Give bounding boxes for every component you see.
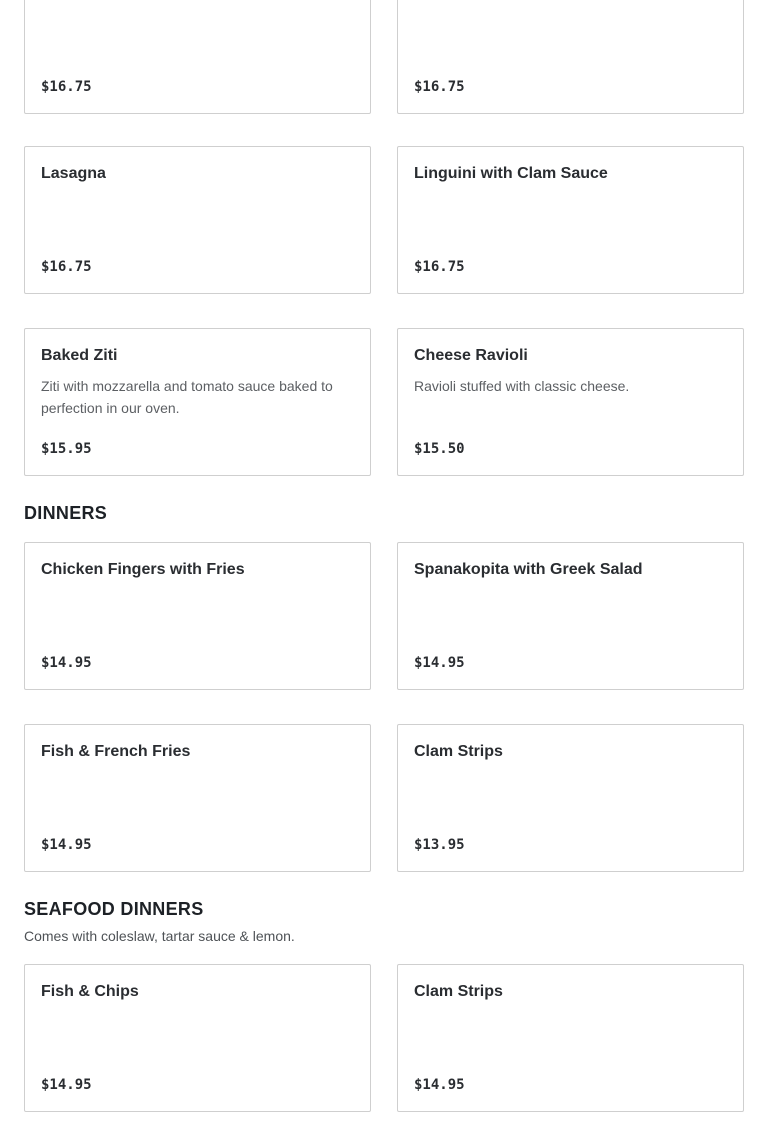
menu-item-card[interactable] bbox=[24, 542, 371, 690]
menu-item-price: $14.95 bbox=[41, 655, 92, 671]
menu-item-name: Baked Ziti bbox=[41, 347, 118, 364]
menu-item-price: $16.75 bbox=[41, 259, 92, 275]
menu-item-name: Spanakopita with Greek Salad bbox=[414, 561, 643, 578]
menu-item-price: $16.75 bbox=[41, 79, 92, 95]
menu-item-card[interactable] bbox=[397, 724, 744, 872]
menu-item-price: $16.75 bbox=[414, 79, 465, 95]
menu-item-description: Ravioli stuffed with classic cheese. bbox=[414, 378, 630, 394]
menu-item-card[interactable] bbox=[24, 328, 371, 476]
menu-item-description: Ziti with mozzarella and tomato sauce baked to perfection in our oven. bbox=[41, 378, 333, 416]
menu-item-price: $16.75 bbox=[414, 259, 465, 275]
section-title-seafood-dinners: SEAFOOD DINNERS bbox=[24, 899, 204, 919]
menu-item-card[interactable] bbox=[397, 146, 744, 294]
menu-item-name: Clam Strips bbox=[414, 983, 503, 1000]
menu-item-name: Fish & Chips bbox=[41, 983, 139, 1000]
menu-item-card[interactable] bbox=[24, 146, 371, 294]
menu-item-card[interactable] bbox=[24, 724, 371, 872]
menu-item-price: $15.50 bbox=[414, 441, 465, 457]
menu-item-price: $15.95 bbox=[41, 441, 92, 457]
menu-item-card[interactable] bbox=[24, 964, 371, 1112]
menu-item-name: Clam Strips bbox=[414, 743, 503, 760]
menu-item-name: Fish & French Fries bbox=[41, 743, 191, 760]
menu-item-price: $13.95 bbox=[414, 837, 465, 853]
menu-item-name: Lasagna bbox=[41, 165, 106, 182]
menu-item-card[interactable] bbox=[397, 328, 744, 476]
menu-item-name: Linguini with Clam Sauce bbox=[414, 165, 608, 182]
menu-item-price: $14.95 bbox=[41, 1077, 92, 1093]
menu-item-price: $14.95 bbox=[414, 1077, 465, 1093]
menu-item-price: $14.95 bbox=[414, 655, 465, 671]
menu-item-name: Chicken Fingers with Fries bbox=[41, 561, 245, 578]
section-subtitle: Comes with coleslaw, tartar sauce & lemon. bbox=[24, 928, 295, 944]
menu-item-price: $14.95 bbox=[41, 837, 92, 853]
menu-item-card[interactable] bbox=[24, 0, 371, 114]
menu-item-card[interactable] bbox=[397, 964, 744, 1112]
menu-item-card[interactable] bbox=[397, 0, 744, 114]
menu-item-name: Cheese Ravioli bbox=[414, 347, 528, 364]
menu-item-card[interactable] bbox=[397, 542, 744, 690]
section-title-dinners: DINNERS bbox=[24, 503, 108, 523]
